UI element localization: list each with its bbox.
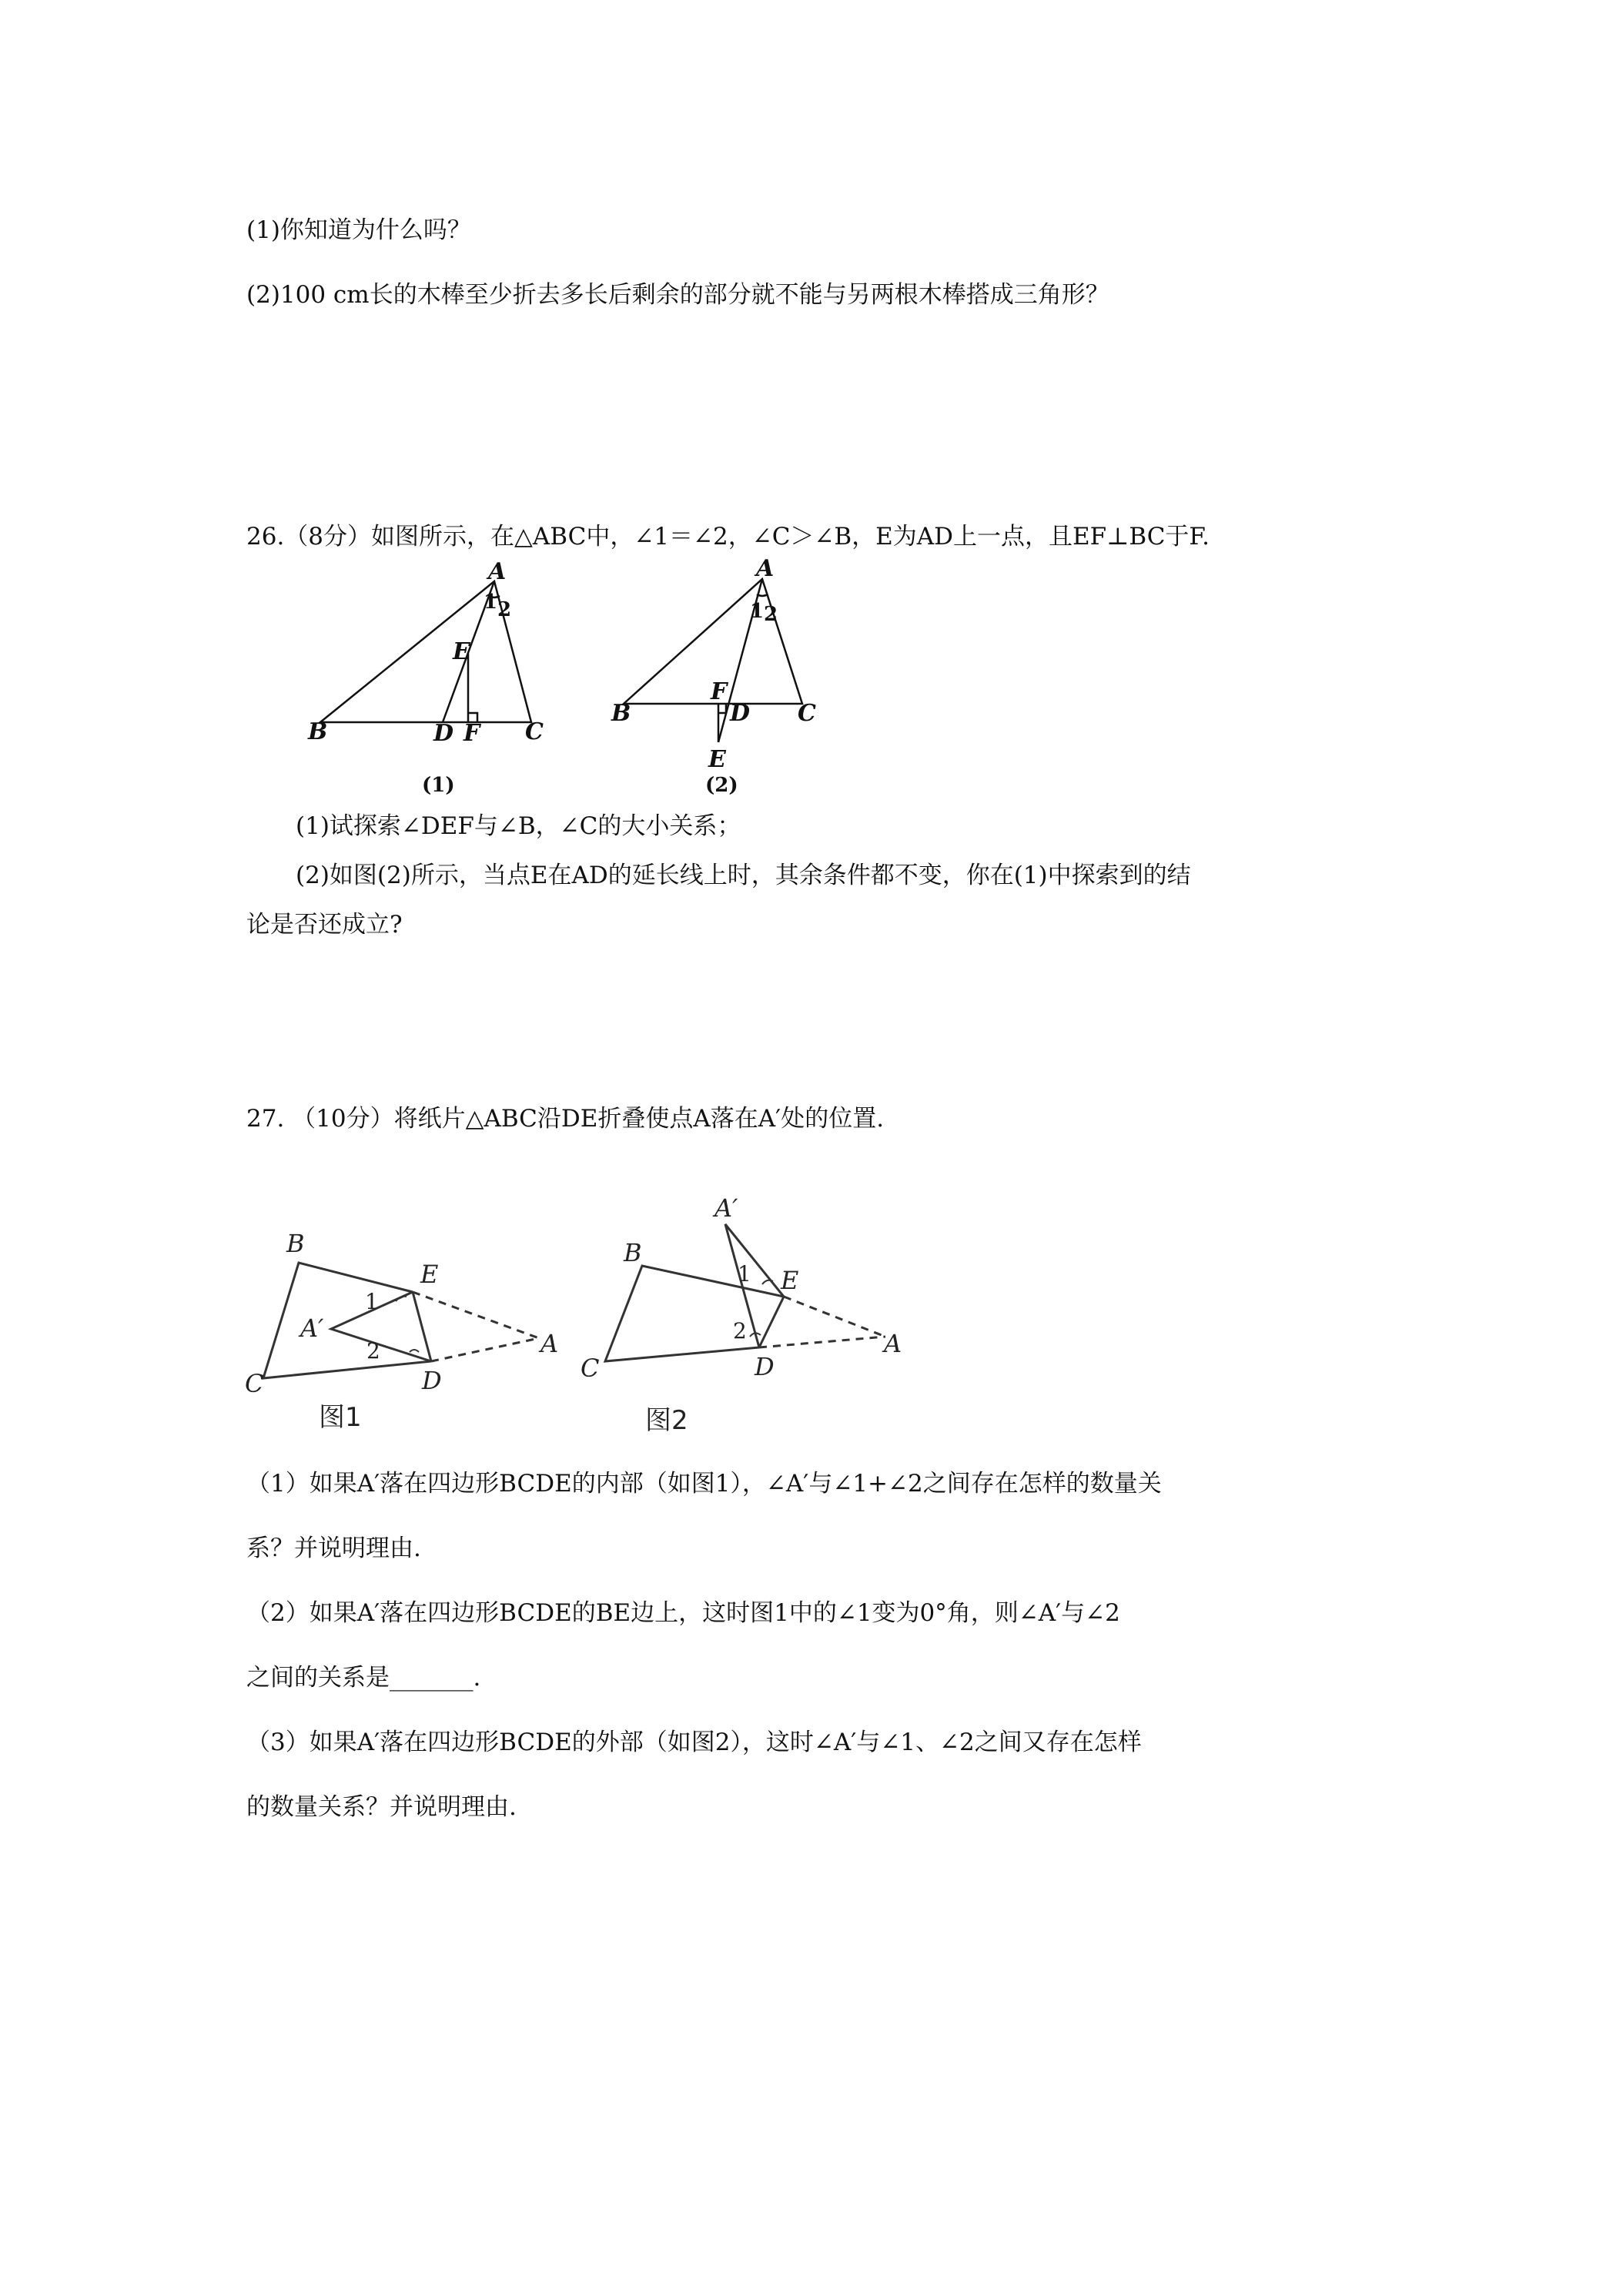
q26-part1: (1)试探索∠DEF与∠B，∠C的大小关系； — [296, 812, 741, 840]
q25-part1: (1)你知道为什么吗？ — [246, 216, 471, 244]
q27-fig2-label-aprime: A′ — [714, 1193, 738, 1223]
q26-fig2-label-2: 2 — [764, 603, 778, 626]
q26-fig2-label-e: E — [708, 746, 726, 773]
q26-stem: 26.（8分）如图所示，在△ABC中，∠1＝∠2，∠C＞∠B，E为AD上一点，且EF⊥BC于F. — [246, 523, 1210, 551]
q27-part1-line2: 系？并说明理由. — [246, 1535, 421, 1562]
q26-fig2-label-b: B — [611, 700, 631, 727]
q27-fig2-label-1: 1 — [738, 1261, 751, 1287]
q27-fig1-label-a: A — [540, 1329, 559, 1358]
q26-fig2-caption: (2) — [705, 774, 738, 797]
q27-part3-line1: （3）如果A′落在四边形BCDE的外部（如图2），这时∠A′与∠1、∠2之间又存在怎样 — [246, 1729, 1142, 1756]
q26-fig1-label-d: D — [433, 720, 454, 747]
q26-fig2-label-c: C — [798, 700, 816, 727]
q27-fig2-label-b: B — [624, 1238, 642, 1267]
q27-part1-line1: （1）如果A′落在四边形BCDE的内部（如图1），∠A′与∠1+∠2之间存在怎样的数量关 — [246, 1470, 1162, 1498]
q26-part2-line2: 论是否还成立? — [246, 911, 403, 939]
q27-fig2-label-2: 2 — [733, 1318, 747, 1344]
q25-part2: (2)100 cm长的木棒至少折去多长后剩余的部分就不能与另两根木棒搭成三角形？ — [246, 281, 1109, 309]
q27-fig2-label-c: C — [581, 1354, 600, 1383]
q27-fig1-label-c: C — [245, 1369, 264, 1398]
q26-fig1-label-c: C — [525, 718, 544, 745]
q27-figure-2 — [571, 1186, 910, 1440]
q26-part2-line1: (2)如图(2)所示，当点E在AD的延长线上时，其余条件都不变，你在(1)中探索到的结 — [296, 862, 1191, 889]
q26-fig1-label-e: E — [453, 638, 470, 665]
q27-fig1-label-1: 1 — [365, 1289, 379, 1314]
q26-fig1-label-a: A — [488, 558, 507, 585]
q27-fig2-label-d: D — [755, 1352, 775, 1381]
q27-fig1-label-b: B — [286, 1229, 305, 1258]
q26-fig1-label-2: 2 — [497, 598, 512, 621]
q26-fig2-label-1: 1 — [750, 600, 765, 623]
q27-fig1-label-aprime: A′ — [300, 1314, 324, 1343]
q27-fig2-caption: 图2 — [645, 1405, 688, 1436]
q26-fig1-label-f: F — [463, 720, 480, 747]
q26-fig2-label-d: D — [730, 700, 751, 727]
q27-fig1-label-d: D — [422, 1366, 442, 1395]
q26-figure-1 — [308, 558, 570, 801]
q26-fig2-label-a: A — [756, 555, 775, 582]
q27-part2-line1: （2）如果A′落在四边形BCDE的BE边上，这时图1中的∠1变为0°角，则∠A′与∠2 — [246, 1599, 1120, 1627]
q27-part3-line2: 的数量关系？并说明理由. — [246, 1793, 517, 1821]
q27-stem: 27. （10分）将纸片△ABC沿DE折叠使点A落在A′处的位置. — [246, 1105, 885, 1133]
q27-fig2-label-e: E — [781, 1266, 799, 1295]
q26-fig1-label-b: B — [308, 718, 328, 745]
q27-figure-1 — [245, 1224, 568, 1440]
q26-fig2-label-f: F — [711, 678, 728, 705]
q27-part2-line2: 之间的关系是_______. — [246, 1664, 481, 1692]
q27-fig1-label-e: E — [420, 1260, 439, 1289]
q26-fig1-label-1: 1 — [484, 591, 498, 614]
q27-fig1-caption: 图1 — [319, 1402, 362, 1433]
q26-figure-2 — [608, 556, 839, 795]
q26-fig1-caption: (1) — [422, 774, 455, 797]
q27-fig2-label-a: A — [884, 1329, 902, 1358]
q27-fig1-label-2: 2 — [366, 1338, 380, 1364]
